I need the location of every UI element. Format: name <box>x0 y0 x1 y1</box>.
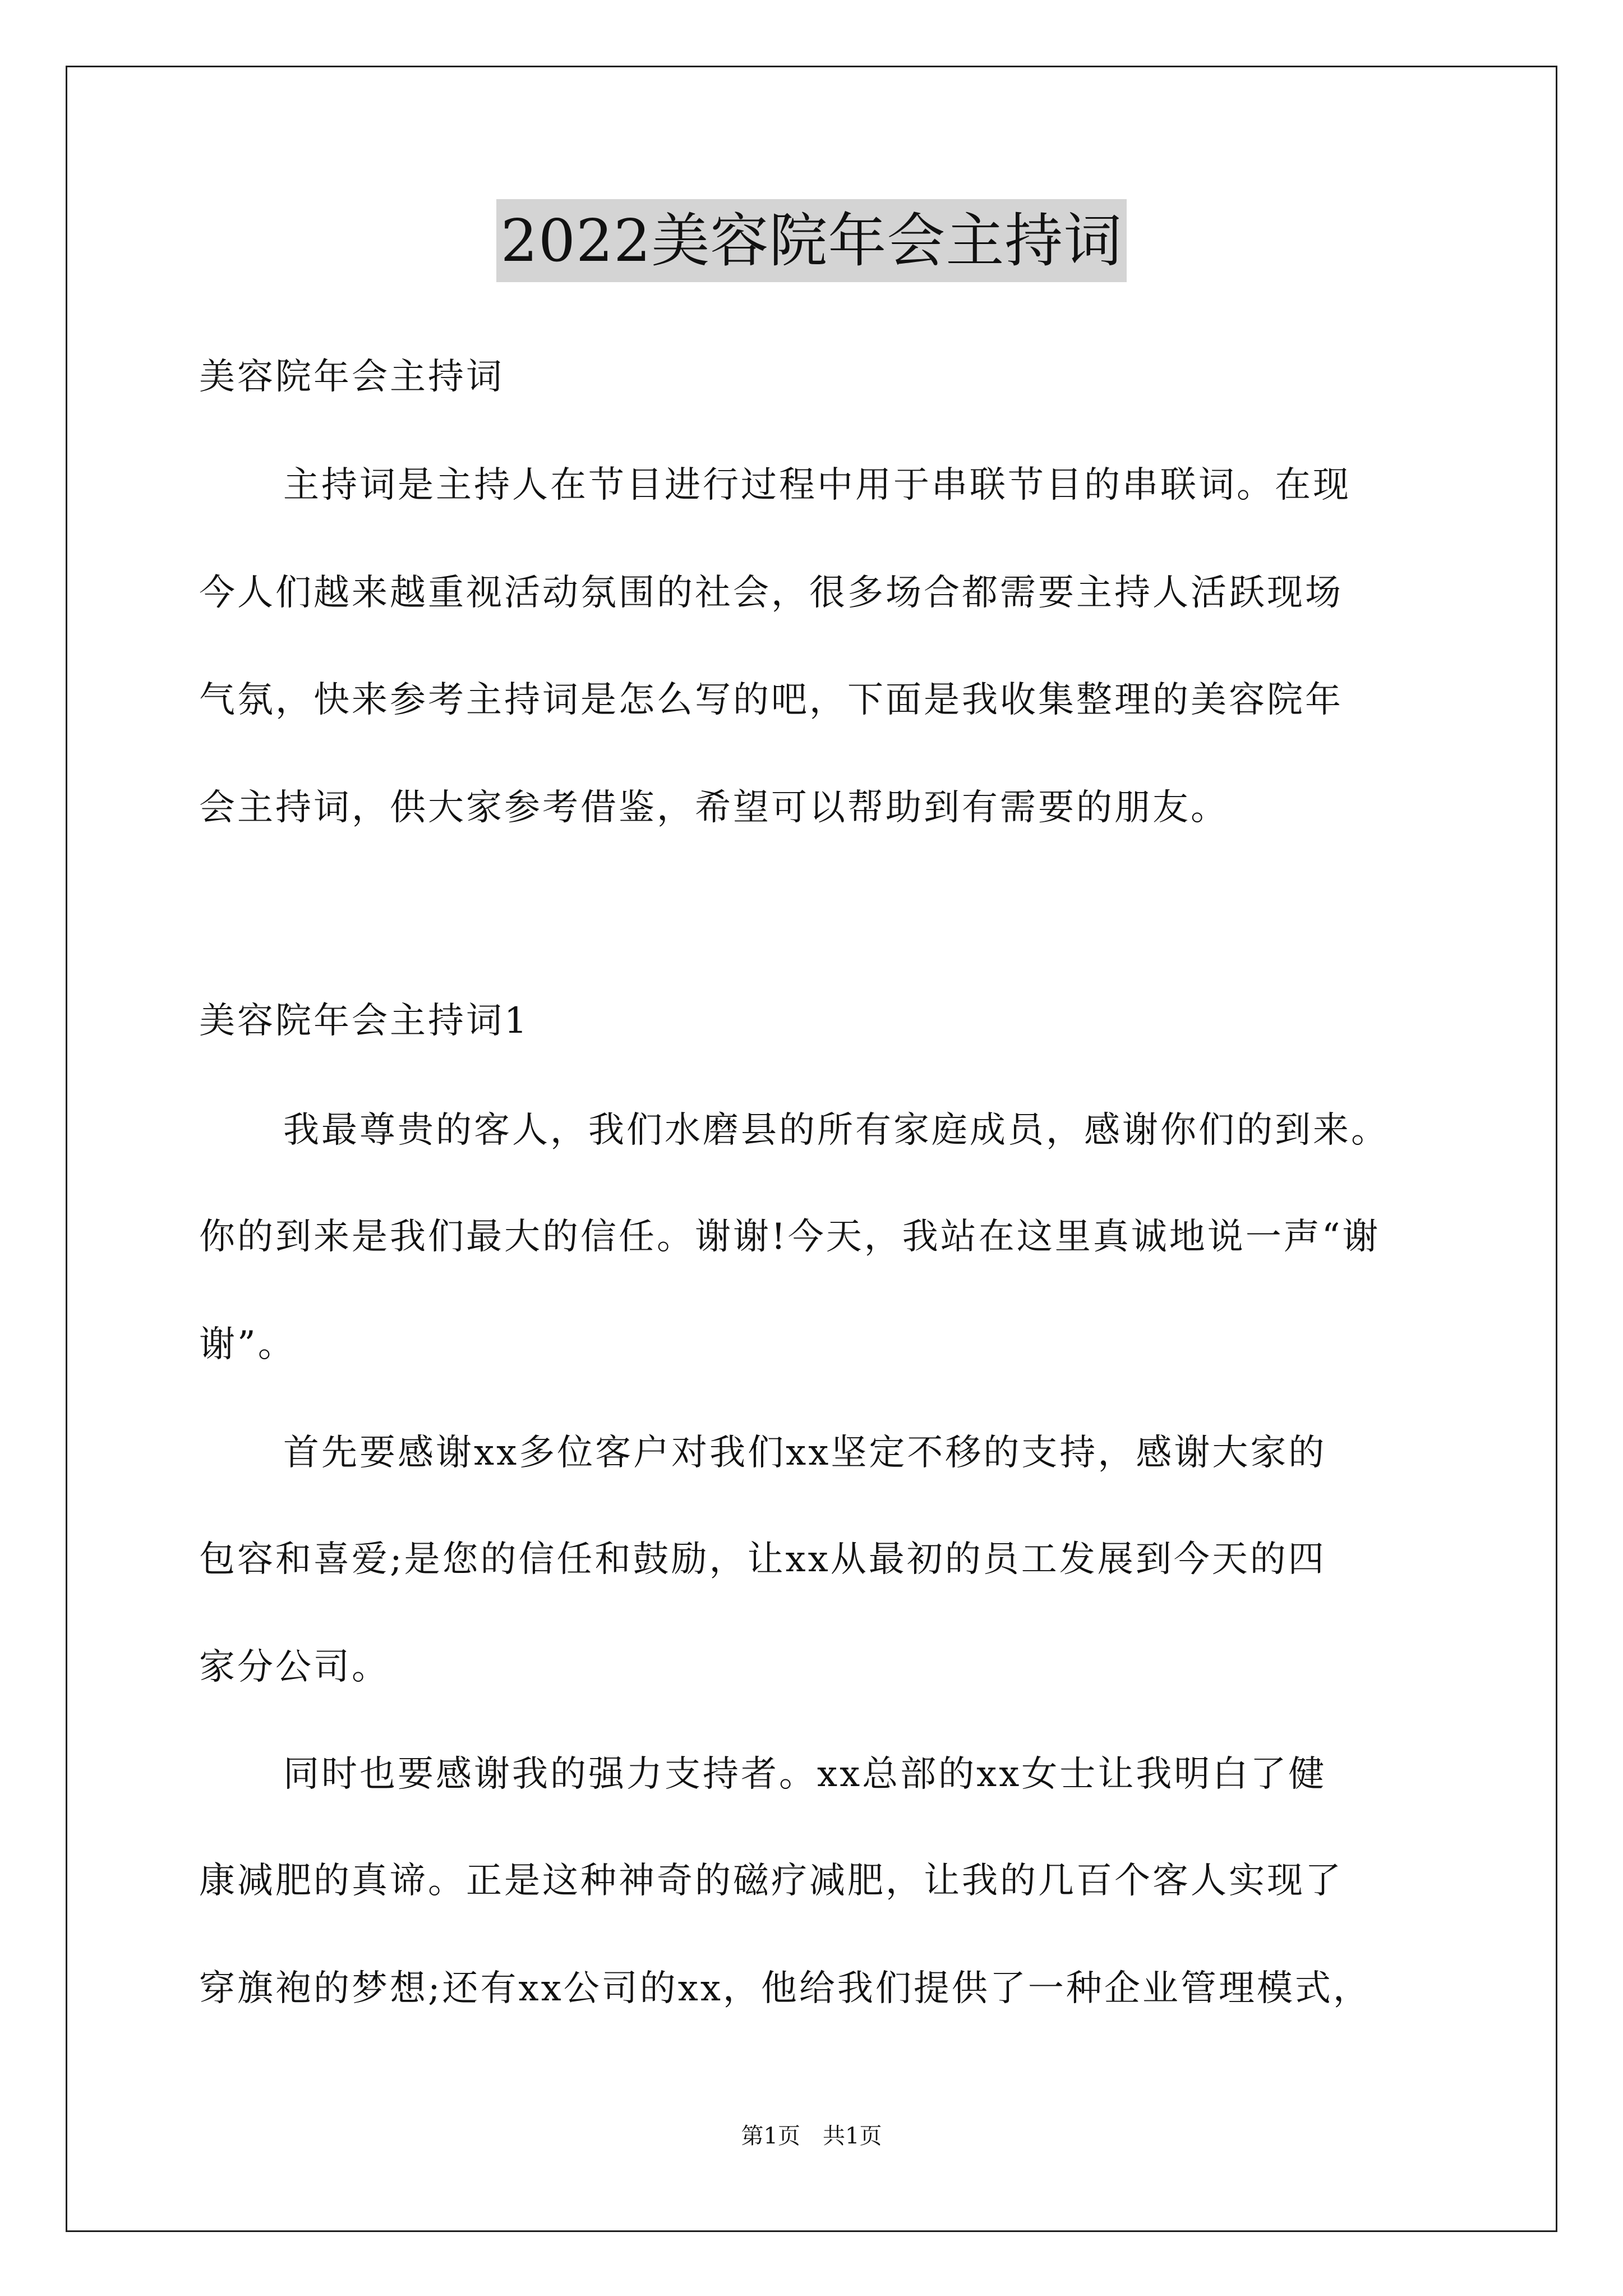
paragraph-line: 家分公司。 <box>199 1646 390 1688</box>
paragraph-line: 谢”。 <box>199 1324 296 1365</box>
intro-paragraph-line: 会主持词，供大家参考借鉴，希望可以帮助到有需要的朋友。 <box>199 787 1229 829</box>
title-container <box>0 199 1623 282</box>
intro-paragraph-line: 气氛，快来参考主持词是怎么写的吧，下面是我收集整理的美容院年 <box>199 679 1343 721</box>
intro-paragraph-line: 主持词是主持人在节目进行过程中用于串联节目的串联词。在现 <box>283 464 1351 506</box>
paragraph-line: 穿旗袍的梦想;还有xx公司的xx，他给我们提供了一种企业管理模式， <box>199 1968 1371 2009</box>
paragraph-line: 同时也要感谢我的强力支持者。xx总部的xx女士让我明白了健 <box>283 1754 1327 1795</box>
paragraph-line: 包容和喜爱;是您的信任和鼓励，让xx从最初的员工发展到今天的四 <box>199 1539 1326 1580</box>
paragraph-line: 你的到来是我们最大的信任。谢谢!今天，我站在这里真诚地说一声“谢 <box>199 1216 1381 1258</box>
document-title: 2022美容院年会主持词 <box>496 199 1127 282</box>
intro-paragraph-line: 今人们越来越重视活动氛围的社会，很多场合都需要主持人活跃现场 <box>199 572 1343 614</box>
paragraph-line: 我最尊贵的客人，我们水磨县的所有家庭成员，感谢你们的到来。 <box>283 1110 1389 1151</box>
subtitle: 美容院年会主持词 <box>199 356 504 398</box>
section-heading: 美容院年会主持词1 <box>199 1000 529 1042</box>
paragraph-line: 康减肥的真谛。正是这种神奇的磁疗减肥，让我的几百个客人实现了 <box>199 1860 1343 1902</box>
paragraph-line: 首先要感谢xx多位客户对我们xx坚定不移的支持，感谢大家的 <box>283 1432 1327 1474</box>
page-footer: 第1页 共1页 <box>741 2123 882 2149</box>
